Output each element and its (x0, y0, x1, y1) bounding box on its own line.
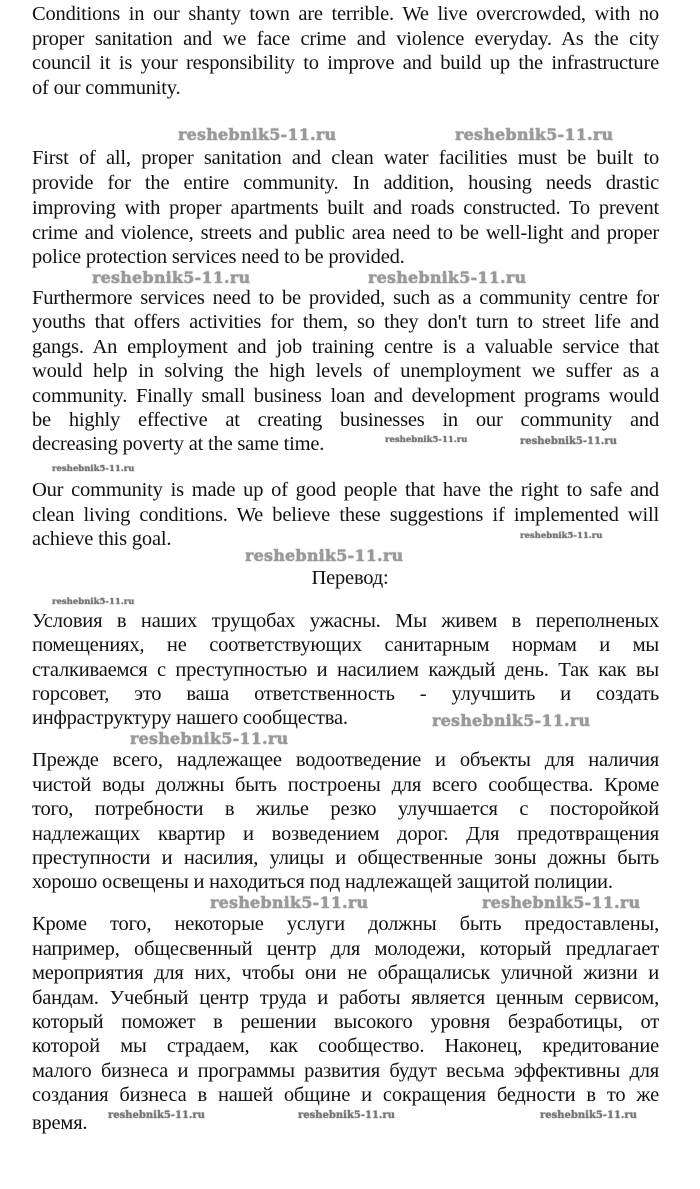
text-line: of our community. (32, 77, 181, 99)
text-line: мероприятия для них, чтобы они не обращалиськ уличной жизни и (32, 962, 659, 984)
text-line: Our community is made up of good people that have the right to safe and (32, 479, 659, 501)
text-line: community. Finally small business loan and development programs would (32, 385, 659, 407)
text-line: чистой воды должны быть построены для всего сообщества. Кроме (32, 774, 659, 796)
text-line: gangs. An employment and job training centre is a valuable service that (32, 336, 659, 358)
text-line: proper sanitation and we face crime and violence everyday. As the city (32, 28, 659, 50)
text-line: который поможет в решении высокого уровня безработицы, от (32, 1011, 659, 1033)
watermark: reshebnik5-11.ru (210, 893, 369, 912)
text-line: создания бизнеса в нашей общине и сокращения бедности в то же (32, 1084, 659, 1106)
watermark: reshebnik5-11.ru (245, 546, 404, 565)
text-line: Условия в наших трущобах ужасны. Мы живем в переполненых (32, 610, 659, 632)
text-line: achieve this goal. (32, 528, 172, 550)
text-line: которой мы страдаем, как сообщество. Наконец, кредитование (32, 1035, 659, 1057)
text-line: преступности и насилия, улицы и общественные зоны дожны быть (32, 847, 659, 869)
text-line: decreasing poverty at the same time. (32, 433, 325, 455)
watermark: reshebnik5-11.ru (368, 268, 527, 287)
text-line: сталкиваемся с преступностью и насилием каждый день. Так как вы (32, 659, 659, 681)
watermark: reshebnik5-11.ru (52, 597, 135, 607)
text-line: police protection services need to be provided. (32, 246, 405, 268)
text-line: crime and violence, streets and public area need to be well-light and proper (32, 222, 659, 244)
watermark: reshebnik5-11.ru (540, 1110, 637, 1121)
text-line: хорошо освещены и находиться под надлежащей защитой полиции. (32, 871, 613, 893)
watermark: reshebnik5-11.ru (130, 729, 289, 748)
translation-heading: Перевод: (311, 567, 389, 589)
text-line: clean living conditions. We believe these suggestions if implemented will (32, 504, 659, 526)
watermark: reshebnik5-11.ru (385, 435, 468, 445)
text-line: Conditions in our shanty town are terrible. We live overcrowded, with no (32, 3, 659, 25)
text-line: improving with proper apartments built and roads constructed. To prevent (32, 197, 659, 219)
watermark: reshebnik5-11.ru (432, 711, 591, 730)
text-line: бандам. Учебный центр труда и работы является ценным сервисом, (32, 987, 659, 1009)
text-line: would help in solving the high levels of unemployment we suffer as a (32, 360, 659, 382)
watermark: reshebnik5-11.ru (520, 531, 603, 541)
text-line: помещениях, не соответствующих санитарным нормам и мы (32, 634, 659, 656)
watermark: reshebnik5-11.ru (298, 1110, 395, 1121)
text-line: First of all, proper sanitation and clean water facilities must be built to (32, 147, 659, 169)
text-line: время. (32, 1112, 88, 1134)
text-line: provide for the entire community. In addition, housing needs drastic (32, 172, 659, 194)
watermark: reshebnik5-11.ru (482, 893, 641, 912)
watermark: reshebnik5-11.ru (52, 464, 135, 474)
watermark: reshebnik5-11.ru (178, 125, 337, 144)
watermark: reshebnik5-11.ru (520, 436, 617, 447)
text-line: малого бизнеса и программы развития будут весьма эффективны для (32, 1060, 659, 1082)
watermark: reshebnik5-11.ru (92, 268, 251, 287)
watermark: reshebnik5-11.ru (455, 125, 614, 144)
watermark: reshebnik5-11.ru (108, 1110, 205, 1121)
text-line: горсовет, это ваша ответственность - улучшить и создать (32, 683, 659, 705)
text-line: Furthermore services need to be provided, such as a community centre for (32, 287, 659, 309)
text-line: youths that offers activities for them, so they don't turn to street life and (32, 311, 659, 333)
text-line: надлежащих квартир и возведением дорог. Для предотвращения (32, 823, 659, 845)
text-line: council it is your responsibility to improve and build up the infrastructure (32, 52, 659, 74)
text-line: например, общесвенный центр для молодежи, который предлагает (32, 938, 659, 960)
text-line: инфраструктуру нашего сообщества. (32, 707, 348, 729)
text-line: Кроме того, некоторые услуги должны быть предоставлены, (32, 913, 659, 935)
text-line: Прежде всего, надлежащее водоотведение и объекты для наличия (32, 749, 659, 771)
text-line: того, потребности в жилье резко улучшается с посторойкой (32, 798, 659, 820)
text-line: be highly effective at creating businesses in our community and (32, 409, 659, 431)
